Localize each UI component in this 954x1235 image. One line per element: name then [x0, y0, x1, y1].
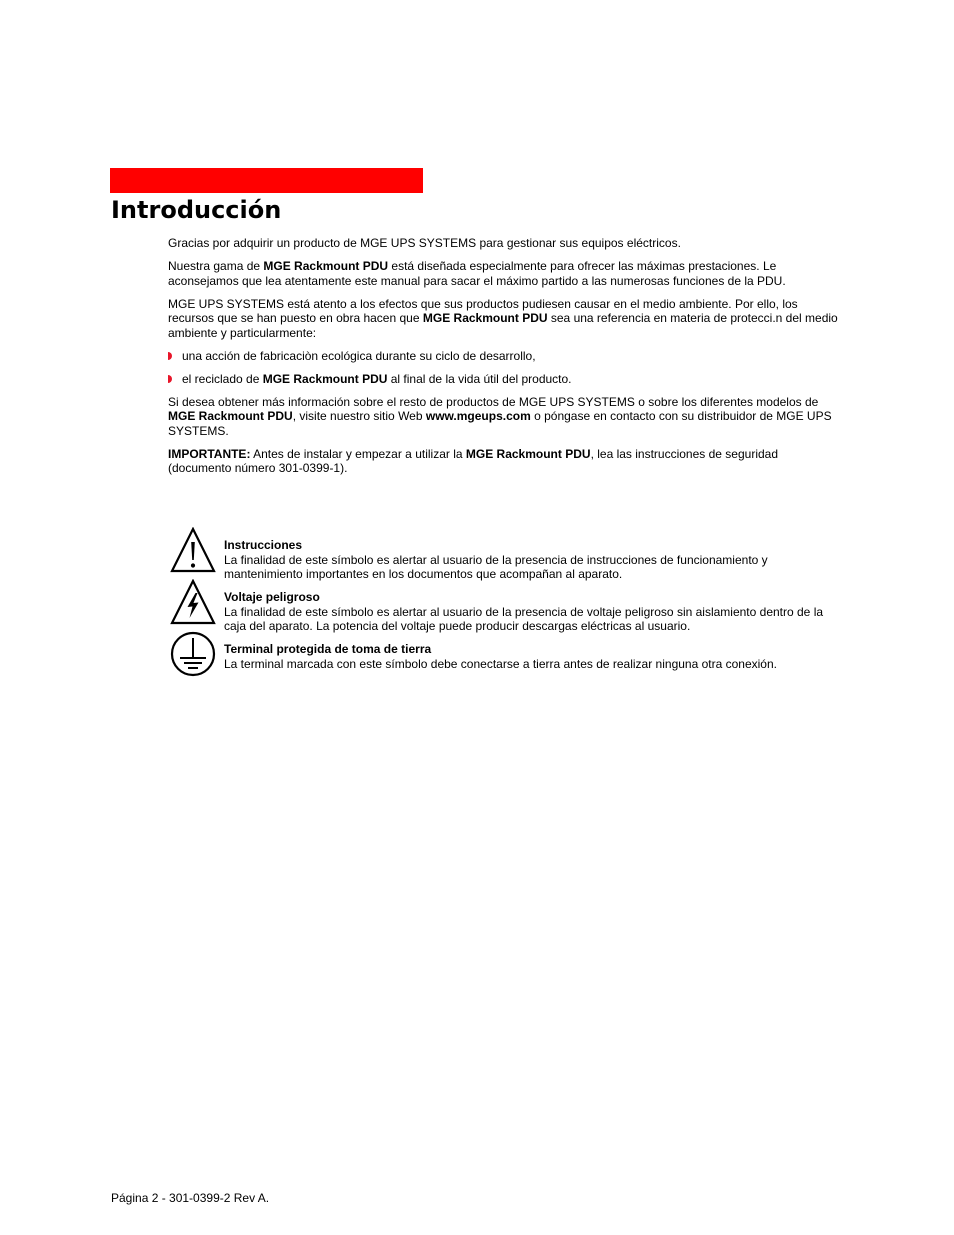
- intro-section: [168, 236, 840, 484]
- text-run: el reciclado de: [182, 371, 263, 386]
- product-name: MGE Rackmount PDU: [465, 446, 591, 461]
- text-run: Si desea obtener más información sobre el resto de productos de MGE UPS SYSTEMS o sobre los diferentes modelos de: [168, 394, 819, 409]
- bullet-icon: [168, 352, 172, 360]
- symbols-section: [170, 527, 850, 683]
- product-name: MGE Rackmount PDU: [262, 371, 388, 386]
- ground-terminal-icon: [170, 631, 216, 677]
- title-accent-bar: [110, 168, 423, 193]
- symbol-row: [170, 631, 850, 683]
- page-title: Introducción: [111, 196, 282, 224]
- website-link: www.mgeups.com: [425, 409, 531, 424]
- page-footer: Página 2 - 301-0399-2 Rev A.: [111, 1191, 270, 1205]
- symbol-description: [224, 590, 839, 634]
- list-item: [168, 349, 840, 364]
- symbol-description: [224, 642, 839, 671]
- warning-triangle-icon: [170, 527, 216, 573]
- text-run: Nuestra gama de: [168, 258, 264, 273]
- text-run: sea una referencia en materia de protecci.n del medio ambiente y particularmente:: [168, 311, 838, 340]
- bullet-icon: [168, 375, 172, 383]
- symbol-text: La finalidad de este símbolo es alertar al usuario de la presencia de voltaje peligroso sin aislamiento dentro de la caja del aparato. La potencia del voltaje puede producir descargas eléctricas al usuario.: [224, 604, 824, 634]
- symbol-text: La terminal marcada con este símbolo debe conectarse a tierra antes de realizar ninguna otra conexión.: [224, 656, 777, 671]
- intro-paragraph-2: [168, 259, 840, 288]
- symbol-title: Voltaje peligroso: [224, 590, 320, 604]
- list-item-text: una acción de fabricaciòn ecológica durante su ciclo de desarrollo,: [182, 348, 536, 363]
- product-name: MGE Rackmount PDU: [263, 258, 389, 273]
- symbol-row: [170, 527, 850, 582]
- intro-paragraph-4: [168, 395, 840, 439]
- symbol-title: Instrucciones: [224, 538, 303, 552]
- intro-paragraph-3: [168, 297, 840, 341]
- list-item: [168, 372, 840, 387]
- symbol-description: [224, 538, 839, 582]
- product-name: MGE Rackmount PDU: [422, 311, 548, 326]
- symbol-title: Terminal protegida de toma de tierra: [224, 642, 432, 656]
- text-run: Antes de instalar y empezar a utilizar la: [250, 446, 466, 461]
- high-voltage-icon: [170, 579, 216, 625]
- symbol-row: [170, 579, 850, 634]
- text-run: al final de la vida útil del producto.: [387, 371, 572, 386]
- important-label: IMPORTANTE:: [168, 446, 251, 461]
- text-run: , visite nuestro sitio Web: [292, 409, 426, 424]
- text-run: MGE UPS SYSTEMS está atento a los efectos que sus productos pudiesen causar en el medio ambiente. Por ello, los recursos que se han puesto en obra hacen que: [168, 296, 798, 326]
- text-run: está diseñada especialmente para ofrecer las máximas prestaciones. Le aconsejamos que lea atentamente este manual para sacar el máximo partido a las numerosas funciones de la PDU.: [168, 258, 786, 288]
- product-name: MGE Rackmount PDU: [168, 409, 293, 424]
- symbol-text: La finalidad de este símbolo es alertar al usuario de la presencia de instrucciones de funcionamiento y mantenimiento importantes en los documentos que acompañan al aparato.: [224, 552, 768, 582]
- text-run: , lea las instrucciones de seguridad (documento número 301-0399-1).: [168, 446, 779, 476]
- text-run: o póngase en contacto con su distribuidor de MGE UPS SYSTEMS.: [168, 409, 832, 438]
- intro-paragraph-1: Gracias por adquirir un producto de MGE UPS SYSTEMS para gestionar sus equipos eléctricos.: [168, 236, 681, 250]
- important-note: [168, 447, 840, 476]
